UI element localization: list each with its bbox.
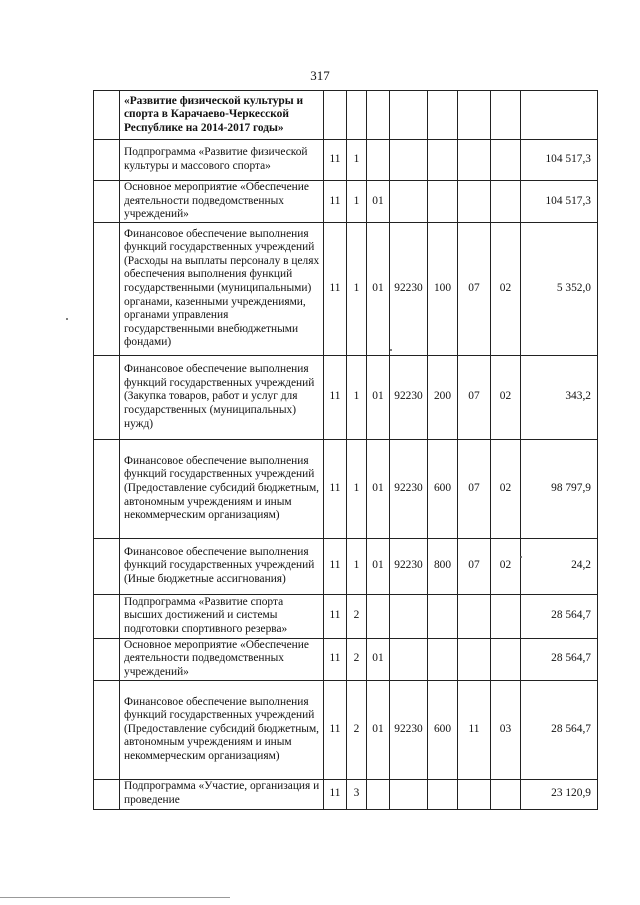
code-cell-c3: 01 [367,638,390,680]
scan-speck [390,349,392,351]
row-margin-cell [94,91,120,140]
code-cell-c4: 92230 [390,355,428,439]
table-row [94,91,598,140]
code-cell-c1: 11 [324,638,347,680]
code-cell-c1 [324,91,347,140]
code-cell-c2: 1 [347,355,367,439]
item-name-cell: Финансовое обеспечение выполнения функций государственных учреждений (Иные бюджетные ассигнования) [120,538,324,594]
table-row [94,355,598,439]
code-cell-c4 [390,638,428,680]
code-cell-c6: 07 [458,538,491,594]
amount-cell: 343,2 [521,355,598,439]
row-margin-cell [94,594,120,638]
code-cell-c1: 11 [324,140,347,181]
amount-cell: 104 517,3 [521,140,598,181]
table-row [94,439,598,538]
code-cell-c4 [390,779,428,809]
amount-cell [521,91,598,140]
amount-cell: 28 564,7 [521,594,598,638]
code-cell-c6: 07 [458,222,491,355]
code-cell-c3 [367,91,390,140]
code-cell-c4 [390,181,428,223]
item-name-cell: Подпрограмма «Развитие физической культуры и массового спорта» [120,140,324,181]
code-cell-c1: 11 [324,355,347,439]
code-cell-c4 [390,594,428,638]
amount-cell: 28 564,7 [521,638,598,680]
amount-cell: 98 797,9 [521,439,598,538]
code-cell-c4: 92230 [390,439,428,538]
row-margin-cell [94,779,120,809]
amount-cell: 5 352,0 [521,222,598,355]
table-row [94,538,598,594]
code-cell-c5 [428,638,458,680]
code-cell-c2: 1 [347,222,367,355]
code-cell-c6 [458,779,491,809]
code-cell-c5: 600 [428,680,458,779]
item-name-cell: Финансовое обеспечение выполнения функций государственных учреждений (Закупка товаров, работ и услуг для государственных (муниципальных) нужд) [120,355,324,439]
code-cell-c1: 11 [324,594,347,638]
item-name-cell: Подпрограмма «Участие, организация и проведение [120,779,324,809]
item-name-cell: Подпрограмма «Развитие спорта высших достижений и системы подготовки спортивного резерва» [120,594,324,638]
code-cell-c3 [367,594,390,638]
code-cell-c2 [347,91,367,140]
item-name-cell: Финансовое обеспечение выполнения функций государственных учреждений (Расходы на выплаты персоналу в целях обеспечения выполнения функций государственными (муниципальными) органами, казенными учреждениями, органами управления государственными внебюджетными фондами) [120,222,324,355]
page-number: 317 [310,68,330,83]
table-row [94,779,598,809]
code-cell-c6 [458,638,491,680]
item-name-cell: Основное мероприятие «Обеспечение деятельности подведомственных учреждений» [120,638,324,680]
code-cell-c5: 100 [428,222,458,355]
code-cell-c3: 01 [367,222,390,355]
table-row [94,181,598,223]
code-cell-c4: 92230 [390,222,428,355]
code-cell-c6 [458,181,491,223]
budget-table [93,90,598,810]
item-name-cell: Основное мероприятие «Обеспечение деятельности подведомственных учреждений» [120,181,324,223]
code-cell-c6: 07 [458,355,491,439]
code-cell-c7 [491,140,521,181]
row-margin-cell [94,355,120,439]
amount-cell: 104 517,3 [521,181,598,223]
row-margin-cell [94,439,120,538]
table-row [94,140,598,181]
code-cell-c6: 07 [458,439,491,538]
code-cell-c2: 1 [347,181,367,223]
code-cell-c3 [367,779,390,809]
code-cell-c7 [491,779,521,809]
code-cell-c7 [491,594,521,638]
code-cell-c6 [458,594,491,638]
code-cell-c7 [491,91,521,140]
code-cell-c2: 1 [347,538,367,594]
code-cell-c5: 200 [428,355,458,439]
row-margin-cell [94,222,120,355]
code-cell-c3: 01 [367,538,390,594]
code-cell-c7: 03 [491,680,521,779]
code-cell-c6 [458,91,491,140]
code-cell-c4: 92230 [390,538,428,594]
scan-speck [520,556,522,558]
code-cell-c2: 2 [347,594,367,638]
code-cell-c1: 11 [324,181,347,223]
code-cell-c7: 02 [491,355,521,439]
amount-cell: 24,2 [521,538,598,594]
item-name-cell: «Развитие физической культуры и спорта в Карачаево-Черкесской Республике на 2014-2017 годы» [120,91,324,140]
amount-cell: 28 564,7 [521,680,598,779]
code-cell-c4: 92230 [390,680,428,779]
code-cell-c3: 01 [367,680,390,779]
code-cell-c2: 3 [347,779,367,809]
code-cell-c4 [390,140,428,181]
table-row [94,222,598,355]
table-row [94,638,598,680]
row-margin-cell [94,140,120,181]
code-cell-c7: 02 [491,222,521,355]
code-cell-c7: 02 [491,538,521,594]
code-cell-c7 [491,181,521,223]
code-cell-c3 [367,140,390,181]
code-cell-c2: 1 [347,140,367,181]
code-cell-c1: 11 [324,439,347,538]
code-cell-c5 [428,140,458,181]
code-cell-c3: 01 [367,439,390,538]
amount-cell: 23 120,9 [521,779,598,809]
code-cell-c7 [491,638,521,680]
code-cell-c5 [428,91,458,140]
code-cell-c1: 11 [324,222,347,355]
item-name-cell: Финансовое обеспечение выполнения функций государственных учреждений (Предоставление субсидий бюджетным, автономным учреждениям и иным некоммерческим организациям) [120,439,324,538]
code-cell-c4 [390,91,428,140]
table-row [94,680,598,779]
code-cell-c1: 11 [324,538,347,594]
row-margin-cell [94,538,120,594]
code-cell-c6 [458,140,491,181]
code-cell-c2: 2 [347,638,367,680]
scan-speck [66,318,68,320]
table-row [94,594,598,638]
scan-edge-line [0,897,230,898]
code-cell-c3: 01 [367,355,390,439]
row-margin-cell [94,181,120,223]
row-margin-cell [94,680,120,779]
code-cell-c5 [428,181,458,223]
code-cell-c3: 01 [367,181,390,223]
code-cell-c7: 02 [491,439,521,538]
code-cell-c1: 11 [324,779,347,809]
code-cell-c6: 11 [458,680,491,779]
code-cell-c5 [428,779,458,809]
code-cell-c2: 2 [347,680,367,779]
code-cell-c5 [428,594,458,638]
row-margin-cell [94,638,120,680]
code-cell-c5: 800 [428,538,458,594]
code-cell-c1: 11 [324,680,347,779]
code-cell-c2: 1 [347,439,367,538]
code-cell-c5: 600 [428,439,458,538]
item-name-cell: Финансовое обеспечение выполнения функций государственных учреждений (Предоставление субсидий бюджетным, автономным учреждениям и иным некоммерческим организациям) [120,680,324,779]
